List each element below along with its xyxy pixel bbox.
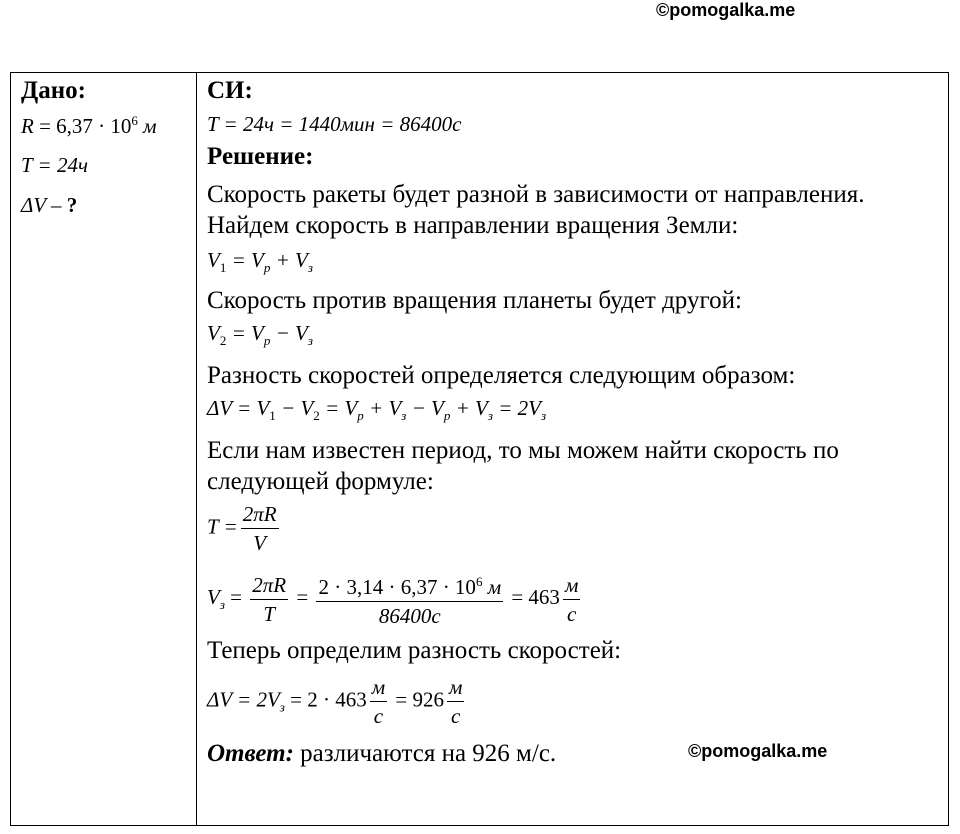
work-column: [197, 73, 949, 826]
si-heading: СИ:: [207, 77, 253, 104]
equation-3: $\Delta V = V_1 - V_2 = V_р + V_з - V_р + V_з = 2V_з$: [207, 396, 547, 424]
unit-m-per-s-1: $\frac{м}{с}$: [371, 675, 386, 728]
equation-2: $V_2 = V_р - V_з$: [207, 321, 313, 349]
paragraph-4-line-1: Если нам известен период, то мы можем найти скорость по: [207, 437, 839, 464]
watermark-top: ©pomogalka.me: [656, 0, 796, 20]
paragraph-2: Скорость против вращения планеты будет другой:: [207, 287, 742, 314]
given-radius: $R = 6,37 \cdot 10^6$ м: [21, 113, 157, 138]
paragraph-5: Теперь определим разность скоростей:: [207, 637, 622, 664]
paragraph-4-line-2: следующей формуле:: [207, 468, 434, 495]
answer-label: Ответ:: [207, 740, 294, 767]
fraction-2piR-over-V: $\frac{2\pi R}{V}$: [242, 502, 277, 555]
unit-m-per-s-2: $\frac{м}{с}$: [448, 675, 463, 728]
given-period: T = 24ч: [21, 153, 88, 177]
paragraph-3: Разность скоростей определяется следующим образом:: [207, 362, 796, 389]
solution-heading: Решение:: [207, 143, 314, 170]
equation-1: $V_1 = V_р + V_з$: [207, 248, 313, 276]
equation-4: T = $\frac{2\pi R}{V}$: [207, 502, 277, 555]
unit-m-per-s: $\frac{м}{с}$: [564, 572, 579, 626]
answer-text: различаются на 926 м/с.: [293, 740, 557, 767]
fraction-numeric: $\frac{2 \cdot 3,14 \cdot 6,37 \cdot 10^6 м}{86400с}$: [316, 569, 503, 629]
given-heading: Дано:: [21, 77, 86, 104]
given-unknown: ΔV – ?: [21, 193, 78, 217]
equation-6: $\Delta V = 2V_з = 2 \cdot 463$ $\frac{м}{с}$ = 926 $\frac{м}{с}$: [207, 675, 463, 728]
equation-5: $V_з$ = $\frac{2\pi R}{T}$ = $\frac{2 \cdot 3,14 \cdot 6,37 \cdot 10^6 м}{86400с}$ = 463 $\frac{м}{с}$: [207, 569, 948, 629]
fraction-2piR-over-T: $\frac{2\pi R}{T}$: [252, 572, 287, 626]
paragraph-1-line-2: Найдем скорость в направлении вращения Земли:: [207, 212, 739, 239]
paragraph-1-line-1: Скорость ракеты будет разной в зависимости от направления.: [207, 181, 865, 208]
given-column: [11, 73, 197, 826]
solution-table: [10, 72, 949, 826]
watermark-bottom: ©pomogalka.me: [688, 741, 828, 761]
si-conversion: T = 24ч = 1440мин = 86400с: [207, 112, 462, 136]
answer: [207, 738, 948, 769]
